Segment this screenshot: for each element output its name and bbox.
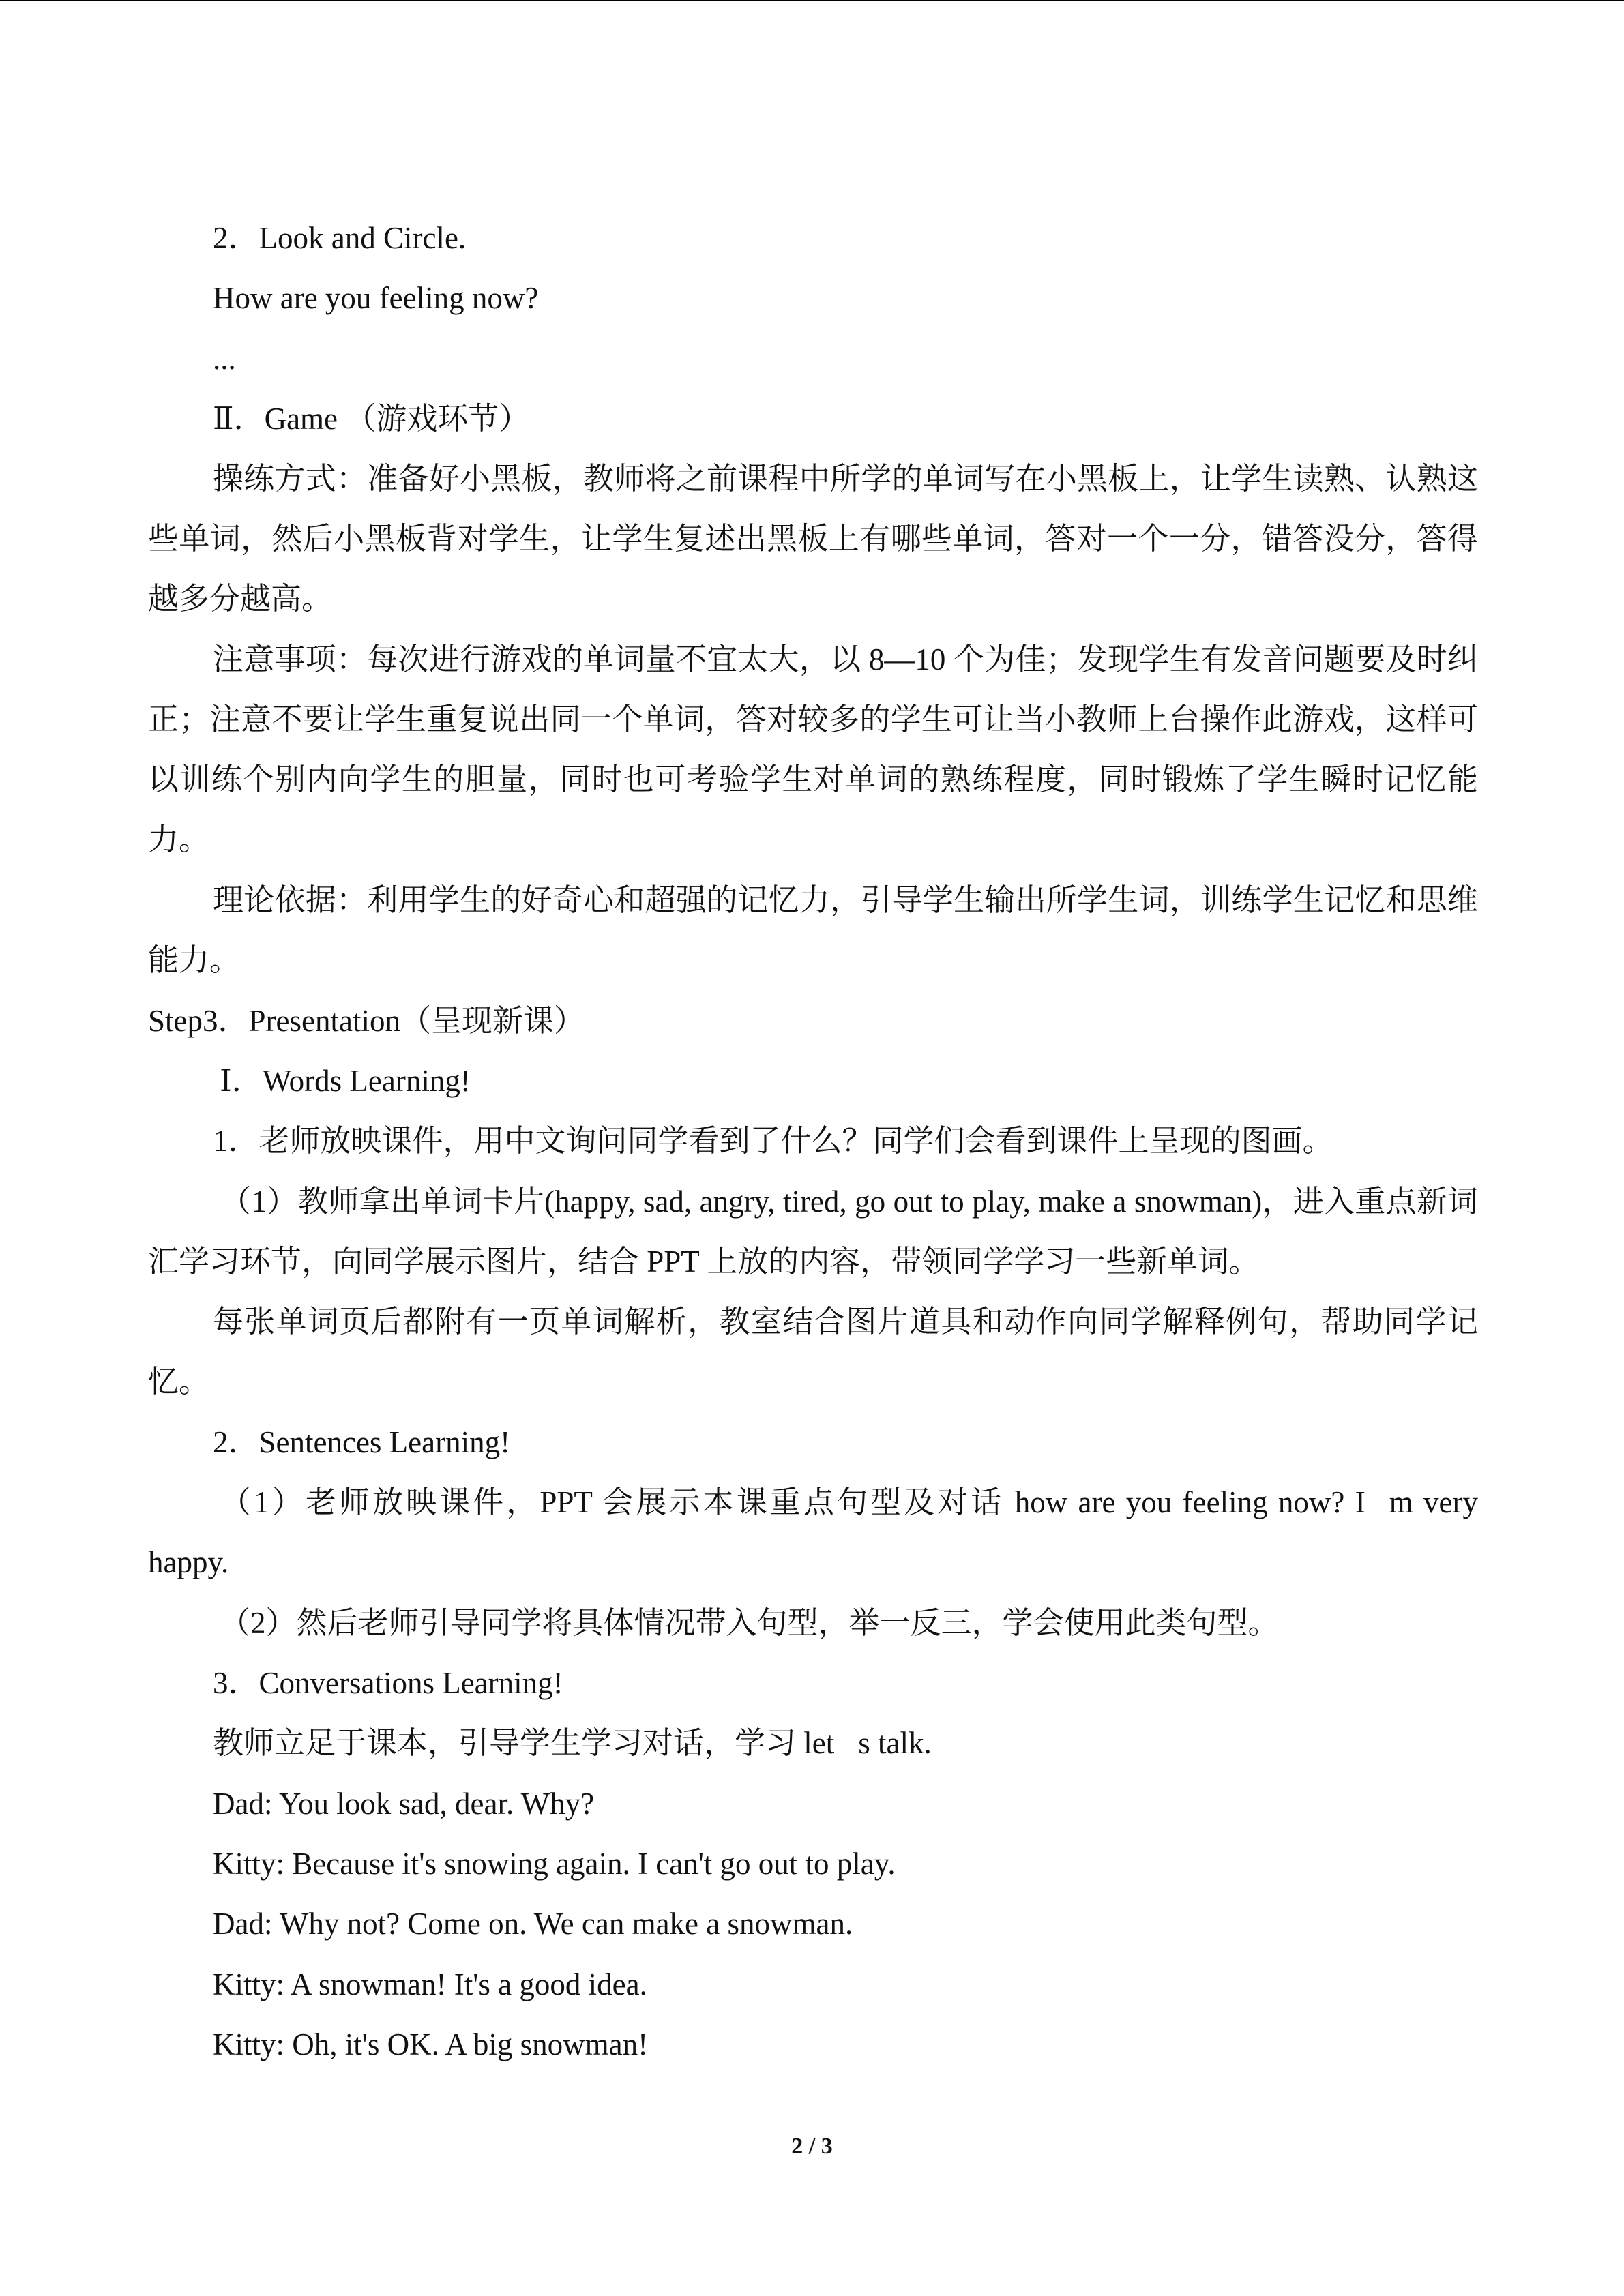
- item-courseware: 1．老师放映课件，用中文询问同学看到了什么？同学们会看到课件上呈现的图画。: [213, 1124, 1333, 1158]
- paragraph-key-sentences: （1）老师放映课件，PPT 会展示本课重点句型及对话 how are you feeling now? I m very happy.: [148, 1485, 1486, 1579]
- section-heading-words-learning: Ⅰ．Words Learning!: [220, 1064, 471, 1098]
- paragraph-practice-method: 操练方式：准备好小黑板，教师将之前课程中所学的单词写在小黑板上，让学生读熟、认熟这些单词，然后小黑板背对学生，让学生复述出黑板上有哪些单词，答对一个一分，错答没分，答得越多分越高。: [148, 462, 1478, 616]
- paragraph-theory: 理论依据：利用学生的好奇心和超强的记忆力，引导学生输出所学生词，训练学生记忆和思维能力。: [148, 883, 1478, 977]
- section-heading-conversations-learning: 3．Conversations Learning!: [213, 1666, 563, 1700]
- section-heading-sentences-learning: 2．Sentences Learning!: [213, 1425, 511, 1459]
- dialogue-line: Kitty: Because it's snowing again. I can't go out to play.: [213, 1847, 896, 1881]
- section-heading-game: Ⅱ．Game （游戏环节）: [213, 402, 530, 436]
- dialogue-line: Dad: You look sad, dear. Why?: [213, 1787, 595, 1821]
- question-line: How are you feeling now?: [213, 281, 539, 315]
- paragraph-word-cards: （1）教师拿出单词卡片(happy, sad, angry, tired, go out to play, make a snowman)，进入重点新词汇学习环节，向同学展示图片，结合 PPT 上放的内容，带领同学学习一些新单词。: [148, 1184, 1478, 1279]
- ellipsis-line: ...: [213, 342, 236, 376]
- paragraph-word-analysis: 每张单词页后都附有一页单词解析，教室结合图片道具和动作向同学解释例句，帮助同学记忆。: [148, 1304, 1478, 1399]
- page-number: 2 / 3: [791, 2134, 833, 2159]
- paragraph-notes: 注意事项：每次进行游戏的单词量不宜太大，以 8—10 个为佳；发现学生有发音问题要及时纠正；注意不要让学生重复说出同一个单词，答对较多的学生可让当小教师上台操作此游戏，这样可以训练个别内向学生的胆量，同时也可考验学生对单词的熟练程度，同时锻炼了学生瞬时记忆能力。: [148, 642, 1478, 856]
- paragraph-lets-talk: 教师立足于课本，引导学生学习对话，学习 let s talk.: [213, 1726, 932, 1760]
- step-heading-presentation: Step3．Presentation（呈现新课）: [148, 1004, 585, 1038]
- paragraph-sentence-practice: （2）然后老师引导同学将具体情况带入句型，举一反三，学会使用此类句型。: [220, 1606, 1279, 1640]
- dialogue-line: Kitty: Oh, it's OK. A big snowman!: [213, 2027, 649, 2061]
- dialogue-line: Dad: Why not? Come on. We can make a snowman.: [213, 1907, 853, 1941]
- dialogue-line: Kitty: A snowman! It's a good idea.: [213, 1967, 647, 2001]
- section-heading-look-and-circle: 2．Look and Circle.: [213, 221, 467, 255]
